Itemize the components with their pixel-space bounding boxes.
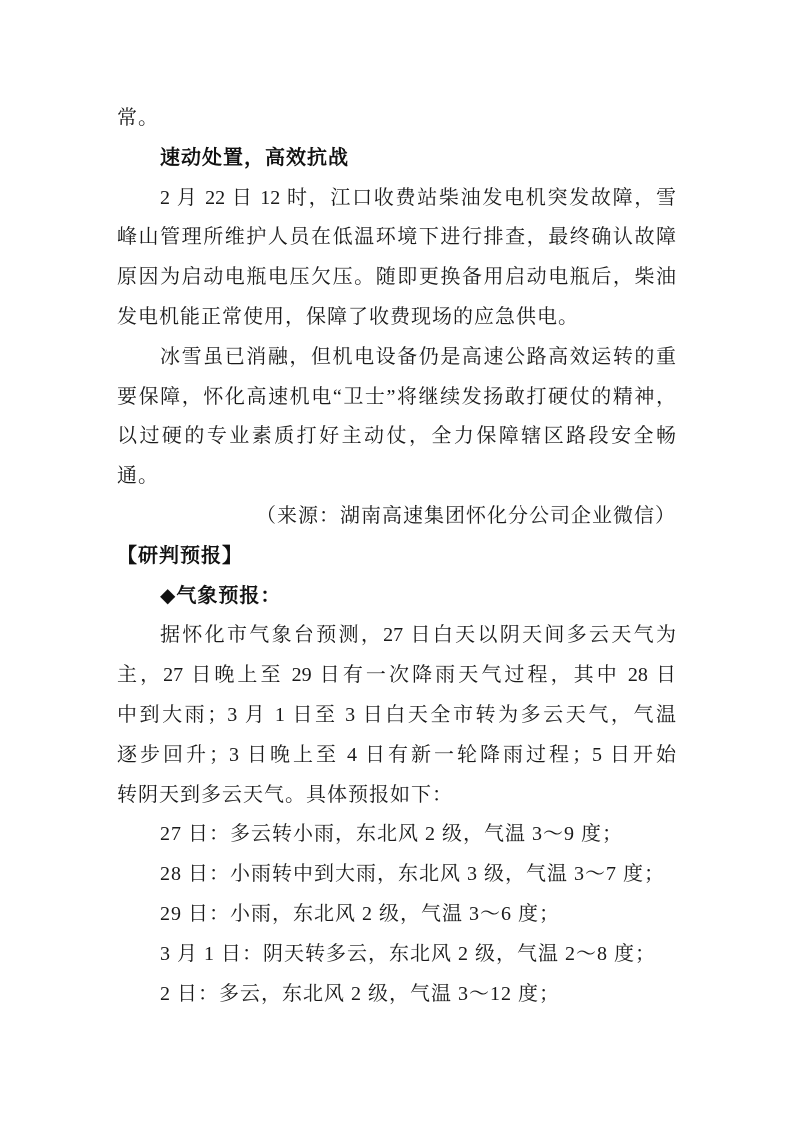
incident-paragraph-line: 2 月 22 日 12 时，江口收费站柴油发电机突发故障，雪 [160, 186, 676, 209]
paragraph-continuation-line: 常。 [117, 107, 159, 129]
subheading-quick-response: 速动处置，高效抗战 [160, 146, 349, 169]
incident-paragraph-line: 发电机能正常使用，保障了收费现场的应急供电。 [117, 305, 579, 328]
daily-forecast-item: 3 月 1 日：阴天转多云，东北风 2 级，气温 2～8 度； [160, 942, 656, 965]
forecast-intro-line: 中到大雨；3 月 1 日至 3 日白天全市转为多云天气，气温 [117, 703, 676, 726]
incident-paragraph-line: 原因为启动电瓶电压欠压。随即更换备用启动电瓶后，柴油 [117, 266, 676, 289]
forecast-intro-line: 据怀化市气象台预测，27 日白天以阴天间多云天气为 [160, 624, 676, 647]
forecast-intro-line: 主，27 日晚上至 29 日有一次降雨天气过程，其中 28 日 [117, 664, 676, 687]
outlook-paragraph-line: 以过硬的专业素质打好主动仗，全力保障辖区路段安全畅 [117, 425, 676, 448]
daily-forecast-item: 2 日：多云，东北风 2 级，气温 3～12 度； [160, 982, 560, 1005]
daily-forecast-item: 29 日：小雨，东北风 2 级，气温 3～6 度； [160, 902, 560, 925]
forecast-intro-line: 转阴天到多云天气。具体预报如下： [117, 783, 453, 806]
daily-forecast-item: 27 日：多云转小雨，东北风 2 级，气温 3～9 度； [160, 823, 623, 846]
subsection-heading-weather: ◆气象预报： [160, 584, 282, 607]
daily-forecast-item: 28 日：小雨转中到大雨，东北风 3 级，气温 3～7 度； [160, 863, 665, 886]
outlook-paragraph-line: 冰雪虽已消融，但机电设备仍是高速公路高效运转的重 [160, 345, 676, 368]
source-attribution: （来源：湖南高速集团怀化分公司企业微信） [256, 504, 676, 527]
incident-paragraph-line: 峰山管理所维护人员在低温环境下进行排查，最终确认故障 [117, 226, 676, 249]
outlook-paragraph-line: 通。 [117, 465, 159, 488]
forecast-intro-line: 逐步回升；3 日晚上至 4 日有新一轮降雨过程；5 日开始 [117, 743, 676, 766]
section-heading-forecast: 【研判预报】 [117, 544, 243, 567]
outlook-paragraph-line: 要保障，怀化高速机电“卫士”将继续发扬敢打硬仗的精神， [117, 385, 676, 408]
